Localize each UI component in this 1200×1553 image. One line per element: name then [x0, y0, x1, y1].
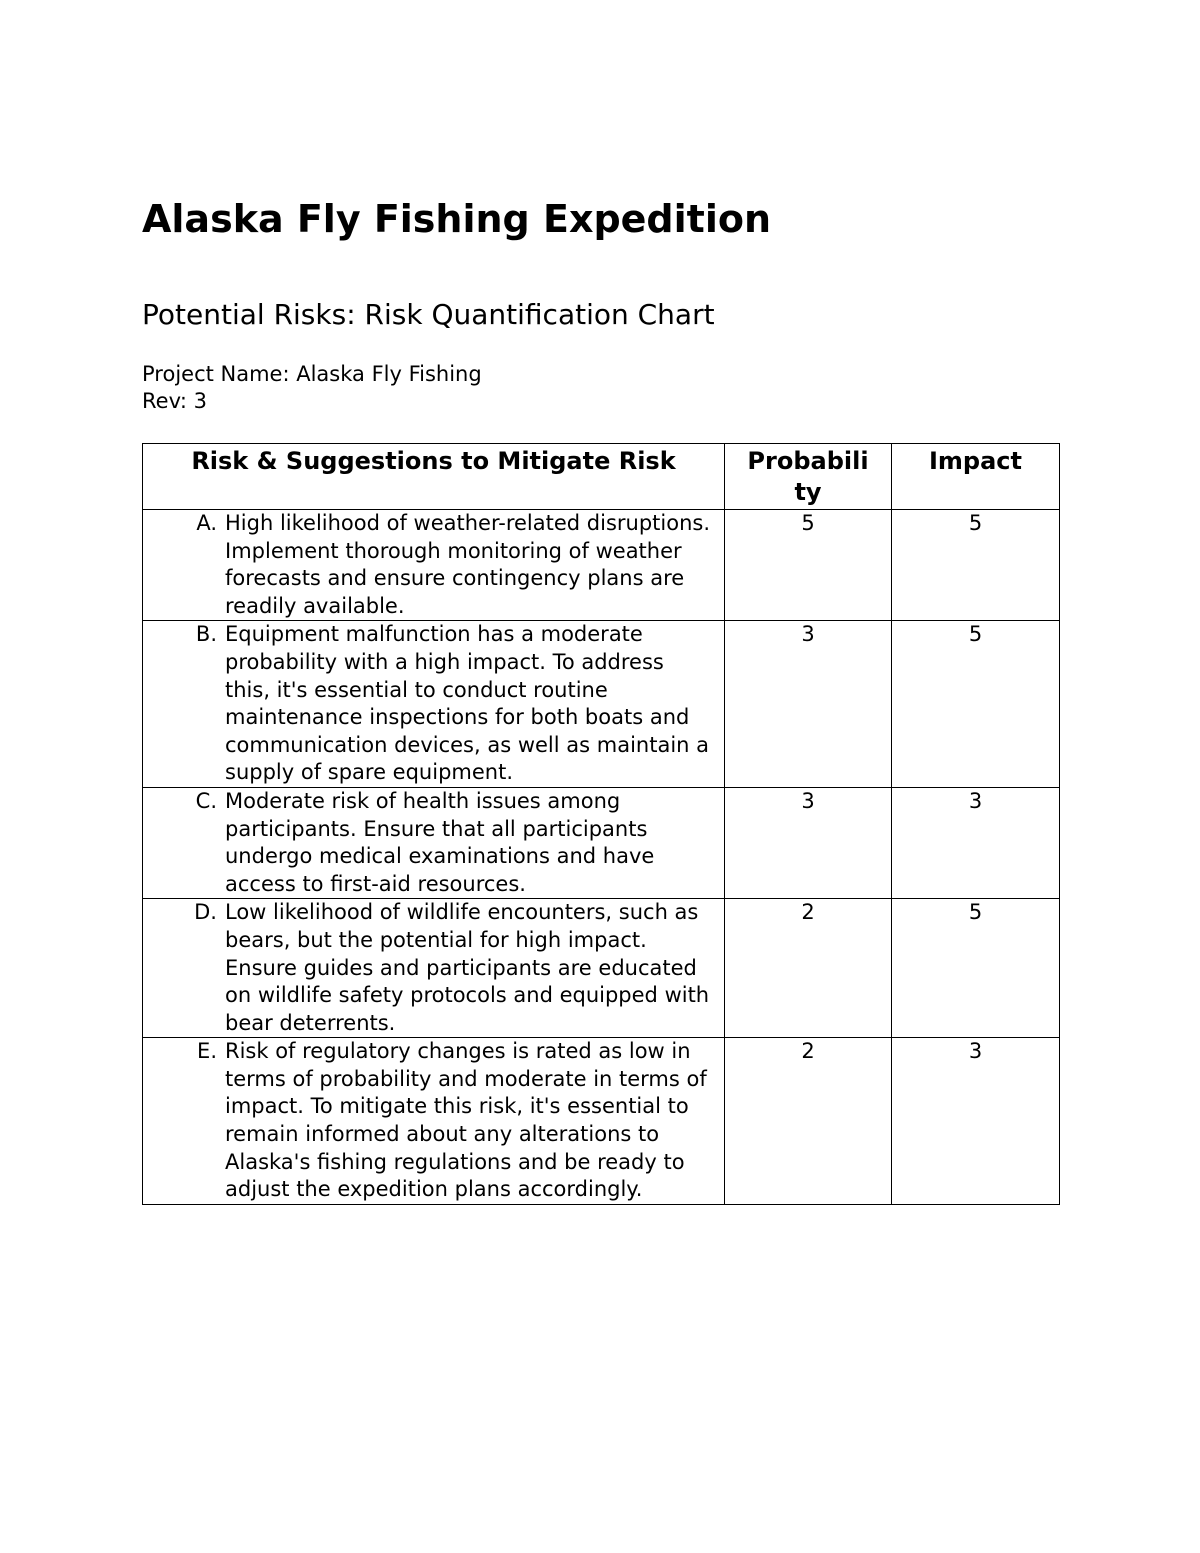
project-meta — [142, 361, 482, 415]
page-title: Alaska Fly Fishing Expedition — [142, 197, 772, 241]
impact-value: 5 — [892, 621, 1060, 788]
table-row — [143, 787, 1060, 898]
risk-description-cell — [143, 787, 725, 898]
table-row — [143, 899, 1060, 1038]
impact-value: 5 — [892, 899, 1060, 1038]
risk-text: Equipment malfunction has a moderate probability with a high impact. To address this, it's essential to conduct routine maintenance inspections for both boats and communication devices, as well as maintain a supply of spare equipment. — [225, 622, 710, 785]
risk-description-cell — [143, 1038, 725, 1205]
risk-marker: E. — [197, 1039, 217, 1064]
risk-marker: B. — [195, 622, 217, 647]
risk-text: Moderate risk of health issues among participants. Ensure that all participants undergo medical examinations and have access to first-aid resources. — [225, 788, 655, 896]
risk-marker: A. — [196, 511, 217, 535]
table-header-row — [143, 444, 1060, 510]
risk-text: Risk of regulatory changes is rated as low in terms of probability and moderate in terms of impact. To mitigate this risk, it's essential to remain informed about any alterations to Alaska's fishing regulations and be ready to adjust the expedition plans accordingly. — [225, 1039, 707, 1202]
risk-marker: D. — [194, 900, 217, 925]
header-impact: Impact — [892, 444, 1060, 510]
risk-text: High likelihood of weather-related disruptions. Implement thorough monitoring of weather forecasts and ensure contingency plans are readily available. — [225, 511, 711, 618]
probability-value: 2 — [725, 899, 892, 1038]
impact-value: 3 — [892, 787, 1060, 898]
page-subtitle: Potential Risks: Risk Quantification Chart — [142, 298, 715, 331]
table-row — [143, 621, 1060, 788]
risk-marker: C. — [195, 788, 217, 813]
risk-description-cell — [143, 621, 725, 788]
impact-value: 5 — [892, 510, 1060, 621]
probability-value: 3 — [725, 621, 892, 788]
impact-value: 3 — [892, 1038, 1060, 1205]
table-row — [143, 510, 1060, 621]
header-risk: Risk & Suggestions to Mitigate Risk — [143, 444, 725, 510]
probability-value: 2 — [725, 1038, 892, 1205]
risk-description-cell — [143, 510, 725, 621]
probability-value: 5 — [725, 510, 892, 621]
project-name-line: Project Name: Alaska Fly Fishing — [142, 362, 482, 386]
risk-text: Low likelihood of wildlife encounters, such as bears, but the potential for high impact. Ensure guides and participants are educated on wildlife safety protocols and equipped with bear deterrents. — [225, 900, 710, 1035]
probability-value: 3 — [725, 787, 892, 898]
risk-description-cell — [143, 899, 725, 1038]
revision-line: Rev: 3 — [142, 389, 207, 413]
risk-quantification-table — [142, 443, 1060, 1205]
table-row — [143, 1038, 1060, 1205]
header-probability: Probabili ty — [725, 444, 892, 510]
